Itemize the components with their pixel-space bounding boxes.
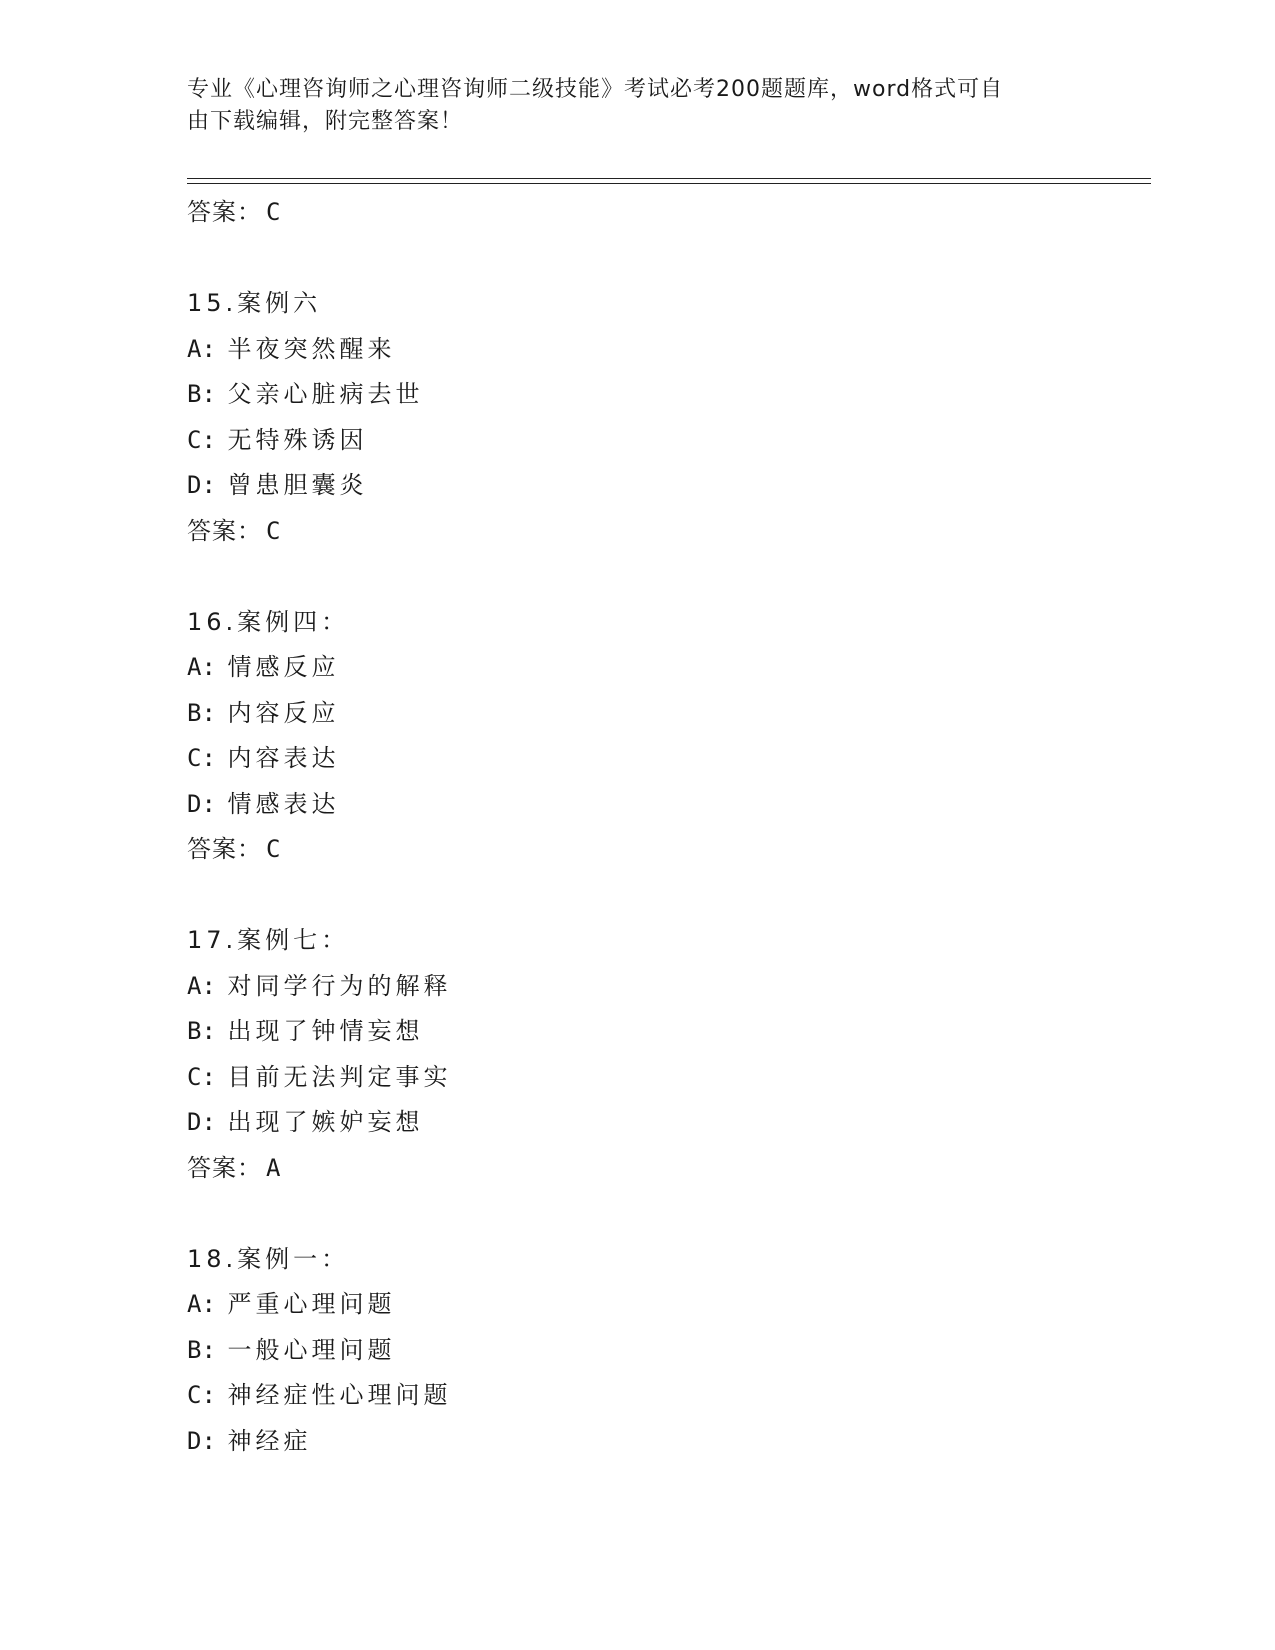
option-b [187, 372, 1087, 418]
option-c [187, 418, 1087, 464]
option-text: 一般心理问题 [227, 1335, 396, 1364]
option-letter: D: [187, 1108, 216, 1136]
option-letter: A: [187, 1290, 216, 1318]
option-text: 严重心理问题 [227, 1290, 396, 1318]
option-d [187, 463, 1087, 509]
option-a [187, 1282, 1087, 1328]
question-item [187, 600, 1087, 873]
option-letter: A: [187, 653, 216, 681]
option-text: 出现了嫉妒妄想 [227, 1108, 424, 1136]
spacer [187, 873, 1087, 919]
answer-label: 答案： [187, 198, 262, 226]
option-a [187, 327, 1087, 373]
option-text: 对同学行为的解释 [227, 971, 452, 1000]
answer-line [187, 1146, 1087, 1192]
option-letter: D: [187, 471, 216, 499]
option-text: 半夜突然醒来 [227, 334, 396, 363]
option-text: 神经症性心理问题 [227, 1381, 452, 1409]
header-divider-top [187, 178, 1151, 179]
option-letter: C: [187, 744, 216, 772]
option-letter: D: [187, 789, 216, 818]
option-b [187, 1009, 1087, 1055]
option-letter: C: [187, 1381, 216, 1409]
option-letter: B: [187, 380, 216, 408]
answer-value: C [266, 198, 282, 226]
option-letter: B: [187, 1017, 216, 1045]
answer-value: C [266, 835, 282, 863]
answer-value: A [266, 1153, 282, 1182]
answer-line [187, 190, 1087, 236]
answer-line [187, 827, 1087, 873]
option-letter: C: [187, 425, 216, 454]
document-header [187, 74, 1077, 138]
option-b [187, 691, 1087, 737]
option-text: 父亲心脏病去世 [227, 380, 424, 408]
header-divider-bottom [187, 183, 1151, 184]
option-text: 内容反应 [227, 698, 340, 727]
spacer [187, 554, 1087, 600]
question-title: 17.案例七： [187, 926, 350, 954]
option-d [187, 1100, 1087, 1146]
spacer [187, 1191, 1087, 1237]
option-c [187, 736, 1087, 782]
question-item [187, 1237, 1087, 1465]
option-a [187, 964, 1087, 1010]
question-item [187, 918, 1087, 1191]
option-text: 目前无法判定事实 [227, 1062, 452, 1091]
option-text: 神经症 [227, 1426, 312, 1455]
option-text: 情感反应 [227, 653, 340, 681]
option-letter: C: [187, 1062, 216, 1091]
option-letter: D: [187, 1426, 216, 1455]
spacer [187, 236, 1087, 282]
option-text: 无特殊诱因 [227, 425, 368, 454]
header-line-1: 专业《心理咨询师之心理咨询师二级技能》考试必考200题题库，word格式可自 [187, 77, 1004, 102]
option-letter: B: [187, 698, 216, 727]
answer-value: C [266, 516, 282, 545]
option-letter: A: [187, 971, 216, 1000]
answer-line [187, 509, 1087, 555]
question-list [187, 190, 1087, 1464]
option-b [187, 1328, 1087, 1374]
answer-label: 答案： [187, 1153, 262, 1182]
question-title: 18.案例一： [187, 1244, 350, 1273]
option-text: 曾患胆囊炎 [227, 471, 368, 499]
question-item [187, 281, 1087, 554]
option-a [187, 645, 1087, 691]
option-letter: A: [187, 334, 216, 363]
header-line-2: 由下载编辑，附完整答案！ [187, 109, 464, 134]
option-text: 内容表达 [227, 744, 340, 772]
answer-label: 答案： [187, 835, 262, 863]
option-text: 情感表达 [227, 789, 340, 818]
question-title: 15.案例六 [187, 289, 322, 317]
option-d [187, 1419, 1087, 1465]
option-c [187, 1055, 1087, 1101]
answer-label: 答案： [187, 516, 262, 545]
option-c [187, 1373, 1087, 1419]
option-letter: B: [187, 1335, 216, 1364]
option-text: 出现了钟情妄想 [227, 1017, 424, 1045]
option-d [187, 782, 1087, 828]
question-title: 16.案例四： [187, 607, 350, 636]
